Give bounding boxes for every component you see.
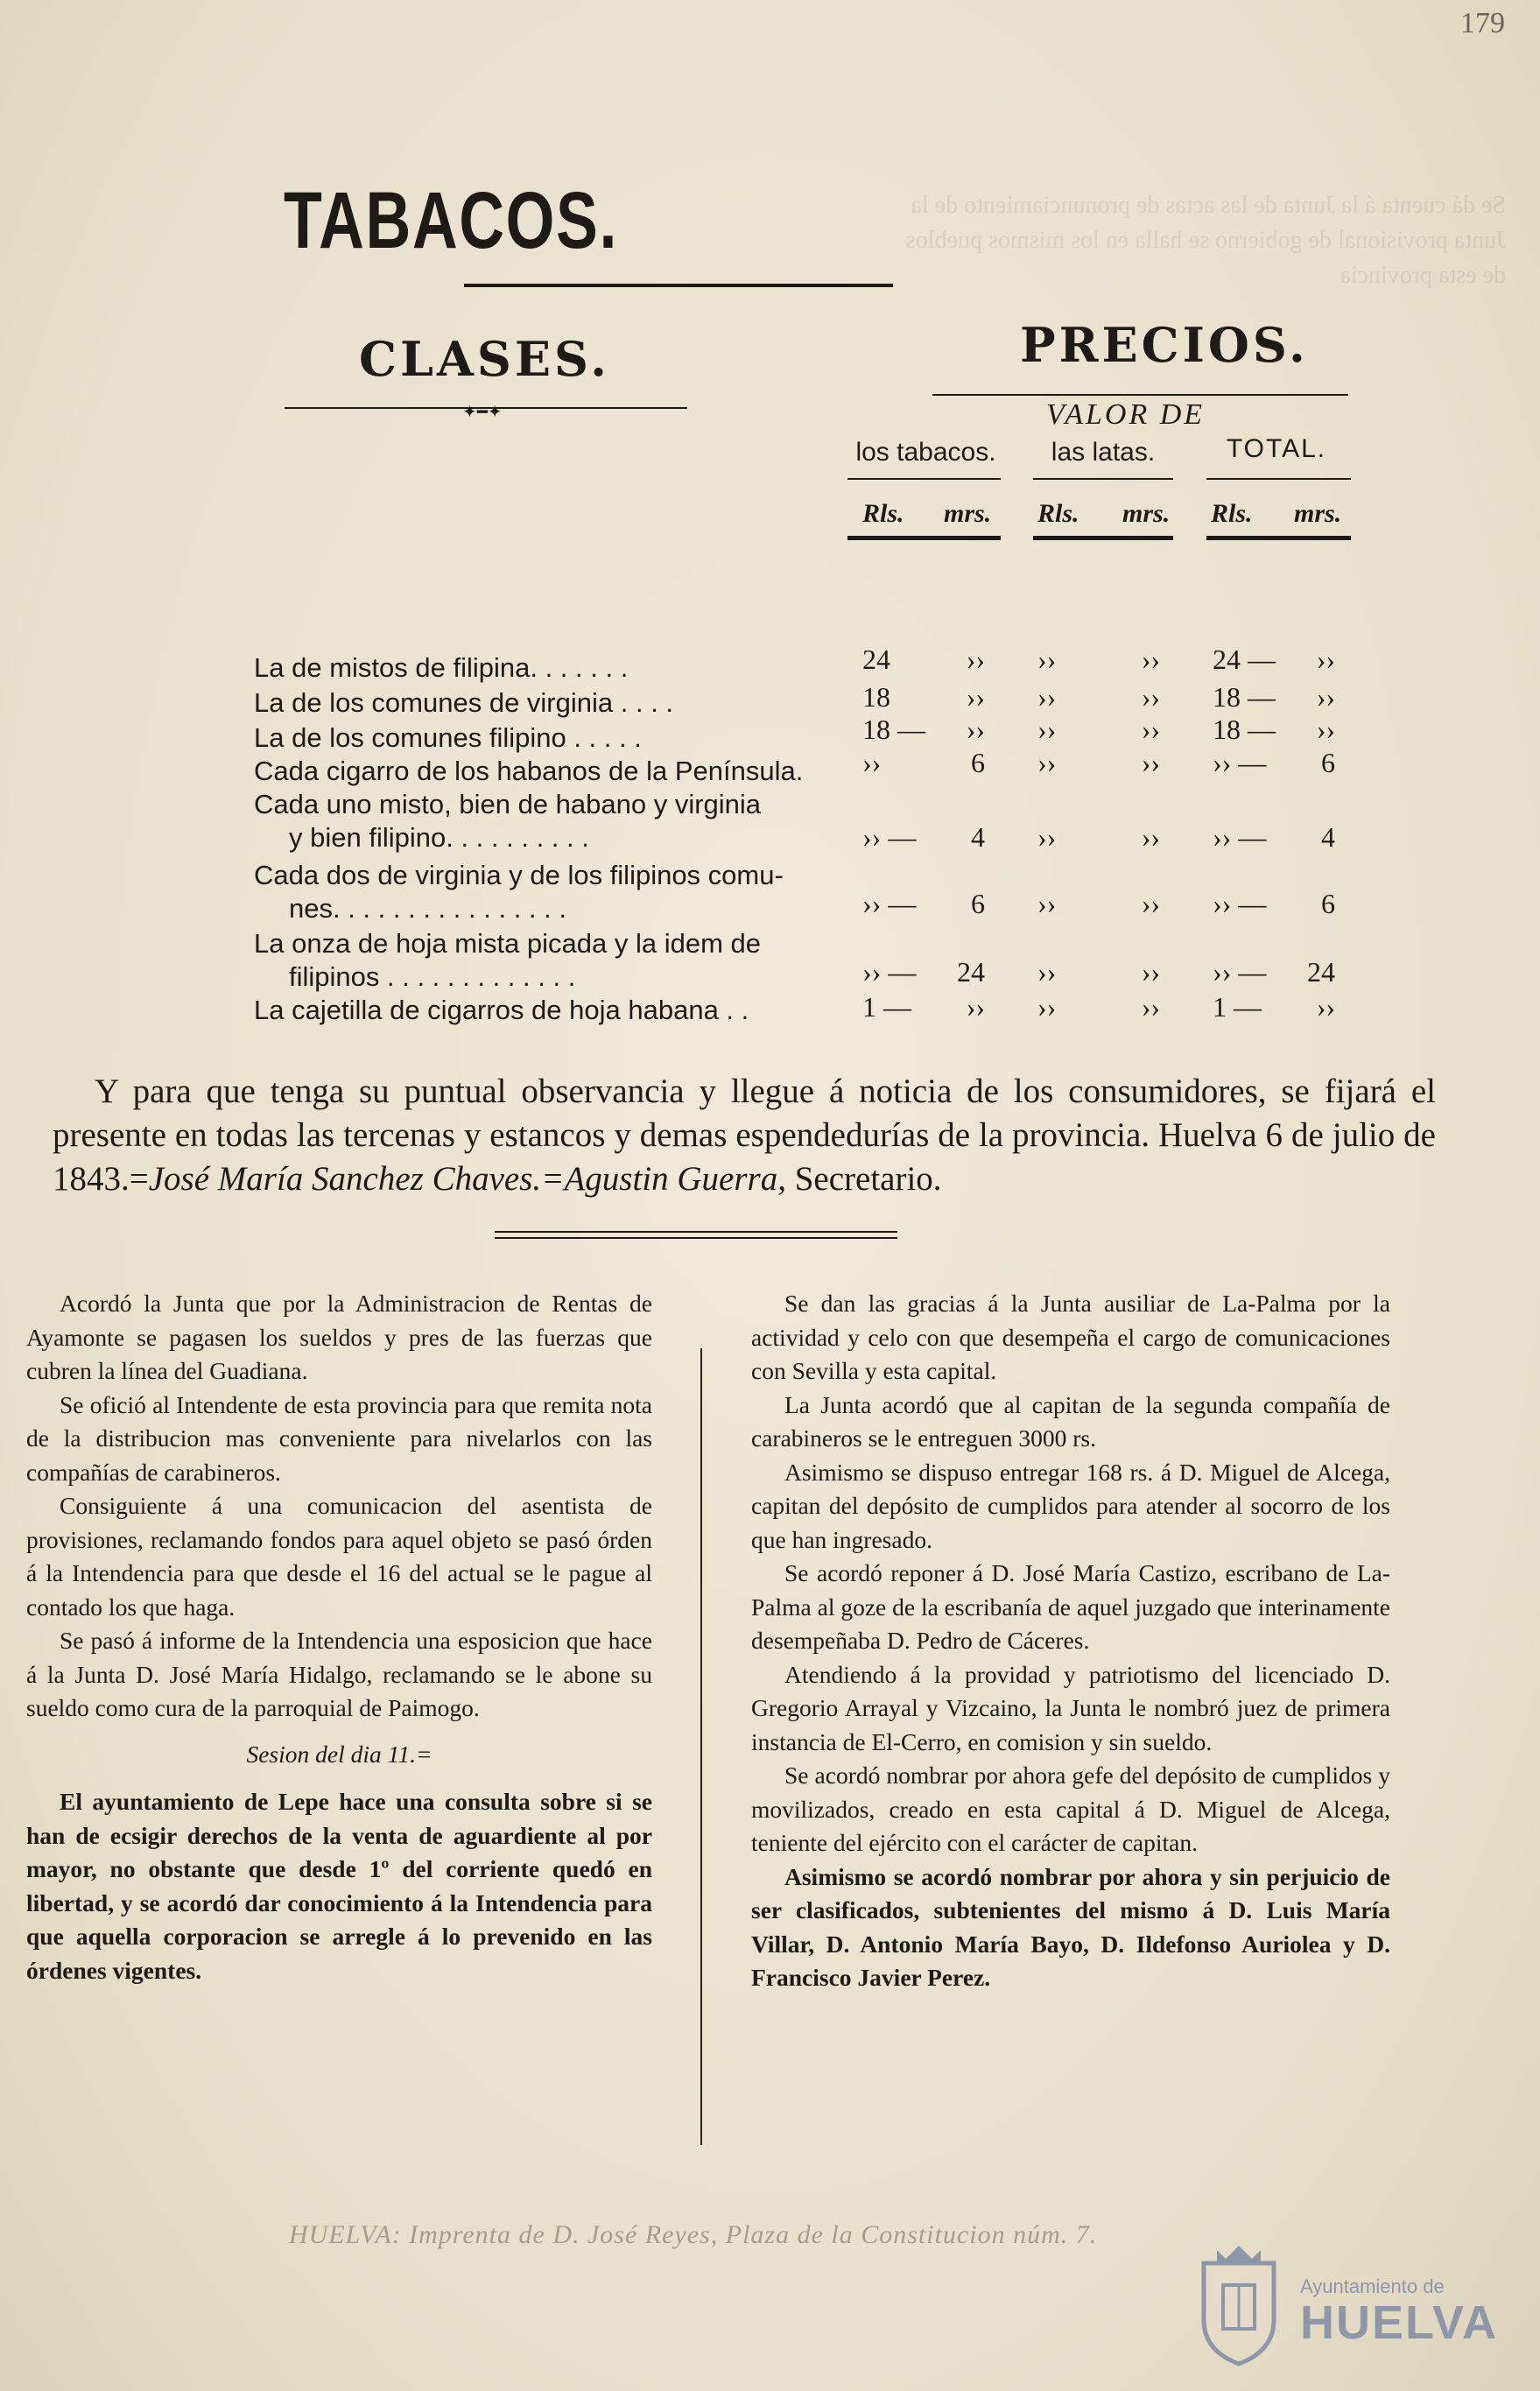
price-cell: ›› <box>1037 888 1057 919</box>
unit-rule-3 <box>1206 536 1351 540</box>
row-label: La de los comunes de virginia . . . . <box>254 687 674 718</box>
price-cell: ›› — <box>862 821 917 853</box>
price-cell: 18 — <box>1213 714 1276 745</box>
price-cell: ›› <box>1141 991 1160 1023</box>
price-cell: ›› <box>862 747 882 778</box>
archive-seal <box>1186 2237 1498 2377</box>
price-cell: ›› <box>966 991 985 1023</box>
valor-de-label: VALOR DE <box>1046 398 1206 431</box>
price-cell: ›› <box>966 643 985 675</box>
price-cell: ›› <box>1037 956 1057 988</box>
unit-mrs: mrs. <box>1294 499 1342 528</box>
decree-text: Y para que tenga su puntual observancia y llegue á noticia de los consumidores, se fijará el presente en todas las tercenas y estancos y demas espendedurías de la provincia. Huelva 6 de julio de 1843.= <box>53 1072 1436 1198</box>
price-cell: ›› <box>1141 714 1160 745</box>
price-cell: ›› <box>1316 643 1335 675</box>
price-cell: ›› — <box>1213 888 1267 919</box>
precios-rule <box>932 394 1348 396</box>
price-cell: ›› <box>1141 681 1160 713</box>
price-cell: ›› <box>1037 714 1057 745</box>
imprint-line: HUELVA: Imprenta de D. José Reyes, Plaza de la Constitucion núm. 7. <box>289 2220 1098 2249</box>
price-cell: ›› <box>1141 643 1160 675</box>
price-cell: 24 <box>862 643 890 675</box>
decree-role: Secretario. <box>785 1160 942 1198</box>
row-label: Cada uno misto, bien de habano y virginia <box>254 789 762 819</box>
price-cell: 1 — <box>862 991 911 1023</box>
ornament-icon: ✦━✦ <box>462 401 503 422</box>
seal-text <box>1300 2275 1498 2347</box>
price-cell: ›› <box>1141 956 1160 988</box>
seal-line1: Ayuntamiento de <box>1300 2275 1445 2297</box>
price-cell: 24 — <box>1213 643 1276 675</box>
paragraph: Acordó la Junta que por la Administracion de Rentas de Ayamonte se pagasen los sueldos y pres de las fuerzas que cubren la línea del Guadiana. <box>26 1290 652 1384</box>
paragraph: Se acordó reponer á D. José María Castizo, escribano de La-Palma al goze de la escribanía de aquel juzgado que interinamente desempeñaba D. Pedro de Cáceres. <box>751 1559 1390 1654</box>
price-cell: ›› <box>1037 643 1057 675</box>
rule-total <box>1206 478 1351 480</box>
price-cell: ›› <box>1037 821 1057 853</box>
unit-rls: Rls. <box>1211 499 1253 528</box>
bleed-through: Se dá cuenta á la Junta de las actas de pronunciamiento de la Junta provisional de gobierno se halla en los mismos pueblos de esta provincia <box>905 192 1506 289</box>
unit-rls: Rls. <box>1037 499 1079 528</box>
page-title: TABACOS. <box>284 176 618 265</box>
paragraph: Asimismo se acordó nombrar por ahora y sin perjuicio de ser clasificados, subtenientes del mismo á D. Luis María Villar, D. Antonio María Bayo, D. Ildefonso Auriolea y D. Francisco Javier Perez. <box>751 1862 1390 1991</box>
rule-latas <box>1033 478 1173 480</box>
row-label: Cada cigarro de los habanos de la Península. <box>254 756 804 786</box>
paragraph: Atendiendo á la providad y patriotismo del licenciado D. Gregorio Arrayal y Vizcaino, la Junta le nombró juez de primera instancia de El-Cerro, en comision y sin sueldo. <box>751 1660 1390 1755</box>
price-cell: ›› <box>1141 747 1160 778</box>
price-cell: 18 <box>862 681 890 713</box>
row-label: nes. . . . . . . . . . . . . . . . <box>289 893 566 924</box>
price-cell: ›› <box>1141 821 1160 853</box>
unit-mrs: mrs. <box>1122 499 1171 528</box>
price-cell: ›› <box>1037 991 1057 1023</box>
price-cell: ›› — <box>862 888 917 919</box>
seal-line2: HUELVA <box>1300 2296 1498 2349</box>
price-cell: 6 <box>971 888 985 919</box>
price-cell: 4 <box>971 821 985 853</box>
right-column <box>751 1287 1390 1995</box>
row-label: y bien filipino. . . . . . . . . . <box>289 822 589 853</box>
paragraph: La Junta acordó que al capitan de la segunda compañía de carabineros se le entreguen 3000 rs. <box>751 1390 1390 1452</box>
decree-signer: José María Sanchez Chaves.=Agustin Guerra, <box>148 1160 786 1198</box>
price-cell: 6 <box>1321 747 1335 778</box>
decree-paragraph <box>53 1070 1436 1201</box>
price-cell: 6 <box>971 747 985 778</box>
price-cell: ›› <box>966 681 985 713</box>
col-header-total: TOTAL. <box>1226 434 1327 463</box>
row-label: Cada dos de virginia y de los filipinos comu- <box>254 860 784 890</box>
column-divider <box>700 1348 702 2145</box>
row-label: La de los comunes filipino . . . . . <box>254 722 642 753</box>
price-cell: ›› <box>1316 714 1335 745</box>
paragraph: El ayuntamiento de Lepe hace una consulta sobre si se han de ecsigir derechos de la venta de aguardiente al por mayor, no obstante que desde 1º del corriente quedó en libertad, y se acordó dar conocimiento á la Intendencia para que aquella corporacion se arregle á lo prevenido en las órdenes vigentes. <box>26 1788 652 1984</box>
unit-rule-1 <box>847 536 1001 540</box>
page-number: 179 <box>1460 7 1505 39</box>
clases-header: CLASES. <box>359 331 610 387</box>
price-cell: ›› <box>966 714 985 745</box>
price-cell: 18 — <box>1213 681 1276 713</box>
price-cell: ›› — <box>1213 747 1267 778</box>
row-label: filipinos . . . . . . . . . . . . . <box>289 961 576 992</box>
col-header-latas: las latas. <box>1051 438 1156 467</box>
row-label: La onza de hoja mista picada y la idem de <box>254 928 762 959</box>
unit-rule-2 <box>1033 536 1173 540</box>
price-cell: 6 <box>1321 888 1335 919</box>
row-label: La de mistos de filipina. . . . . . . <box>254 652 629 683</box>
price-cell: ›› <box>1316 991 1335 1023</box>
paragraph: Se pasó á informe de la Intendencia una esposicion que hace á la Junta D. José María Hidalgo, reclamando se le abone su sueldo como cura de la parroquial de Paimogo. <box>26 1627 652 1721</box>
price-cell: 4 <box>1321 821 1335 853</box>
price-cell: ›› <box>1037 747 1057 778</box>
price-cell: 1 — <box>1213 991 1262 1023</box>
price-cell: ›› <box>1141 888 1160 919</box>
separator-rule-bottom <box>495 1237 897 1239</box>
paragraph: Se ofició al Intendente de esta provincia para que remita nota de la distribucion mas conveniente para nivelarlos con las compañías de carabineros. <box>26 1390 652 1486</box>
price-cell: 24 <box>957 956 985 988</box>
price-cell: ›› <box>1316 681 1335 713</box>
paragraph: Se acordó nombrar por ahora gefe del depósito de cumplidos y movilizados, creado en esta capital á D. Miguel de Alcega, teniente del ejército con el carácter de capitan. <box>751 1762 1390 1856</box>
coat-of-arms-icon <box>1186 2237 1291 2368</box>
paragraph: Se dan las gracias á la Junta ausiliar de La-Palma por la actividad y celo con que desempeña el cargo de comunicaciones con Sevilla y esta capital. <box>751 1290 1390 1384</box>
price-cell: ›› — <box>1213 821 1267 853</box>
precios-header: PRECIOS. <box>1020 317 1309 373</box>
price-cell: 18 — <box>862 714 925 745</box>
session-heading: Sesion del dia 11.= <box>246 1740 432 1768</box>
price-cell: ›› — <box>1213 956 1267 988</box>
col-header-tabacos: los tabacos. <box>855 438 996 467</box>
left-column <box>26 1287 652 1987</box>
row-label: La cajetilla de cigarros de hoja habana . . <box>254 995 749 1025</box>
rule-tabacos <box>847 478 1001 480</box>
separator-rule-top <box>495 1231 897 1233</box>
paragraph: Consiguiente á una comunicacion del asentista de provisiones, reclamando fondos para aquel objeto se pasó órden á la Intendencia para que desde el 16 del actual se le pague al contado los que haga. <box>26 1492 652 1621</box>
title-rule <box>464 284 893 287</box>
price-cell: 24 <box>1307 956 1335 988</box>
price-cell: ›› <box>1037 681 1057 713</box>
price-cell: ›› — <box>862 956 917 988</box>
unit-mrs: mrs. <box>944 499 992 528</box>
paragraph: Asimismo se dispuso entregar 168 rs. á D. Miguel de Alcega, capitan del depósito de cumplidos para atender al socorro de los que han ingresado. <box>751 1458 1390 1553</box>
unit-rls: Rls. <box>862 499 904 528</box>
